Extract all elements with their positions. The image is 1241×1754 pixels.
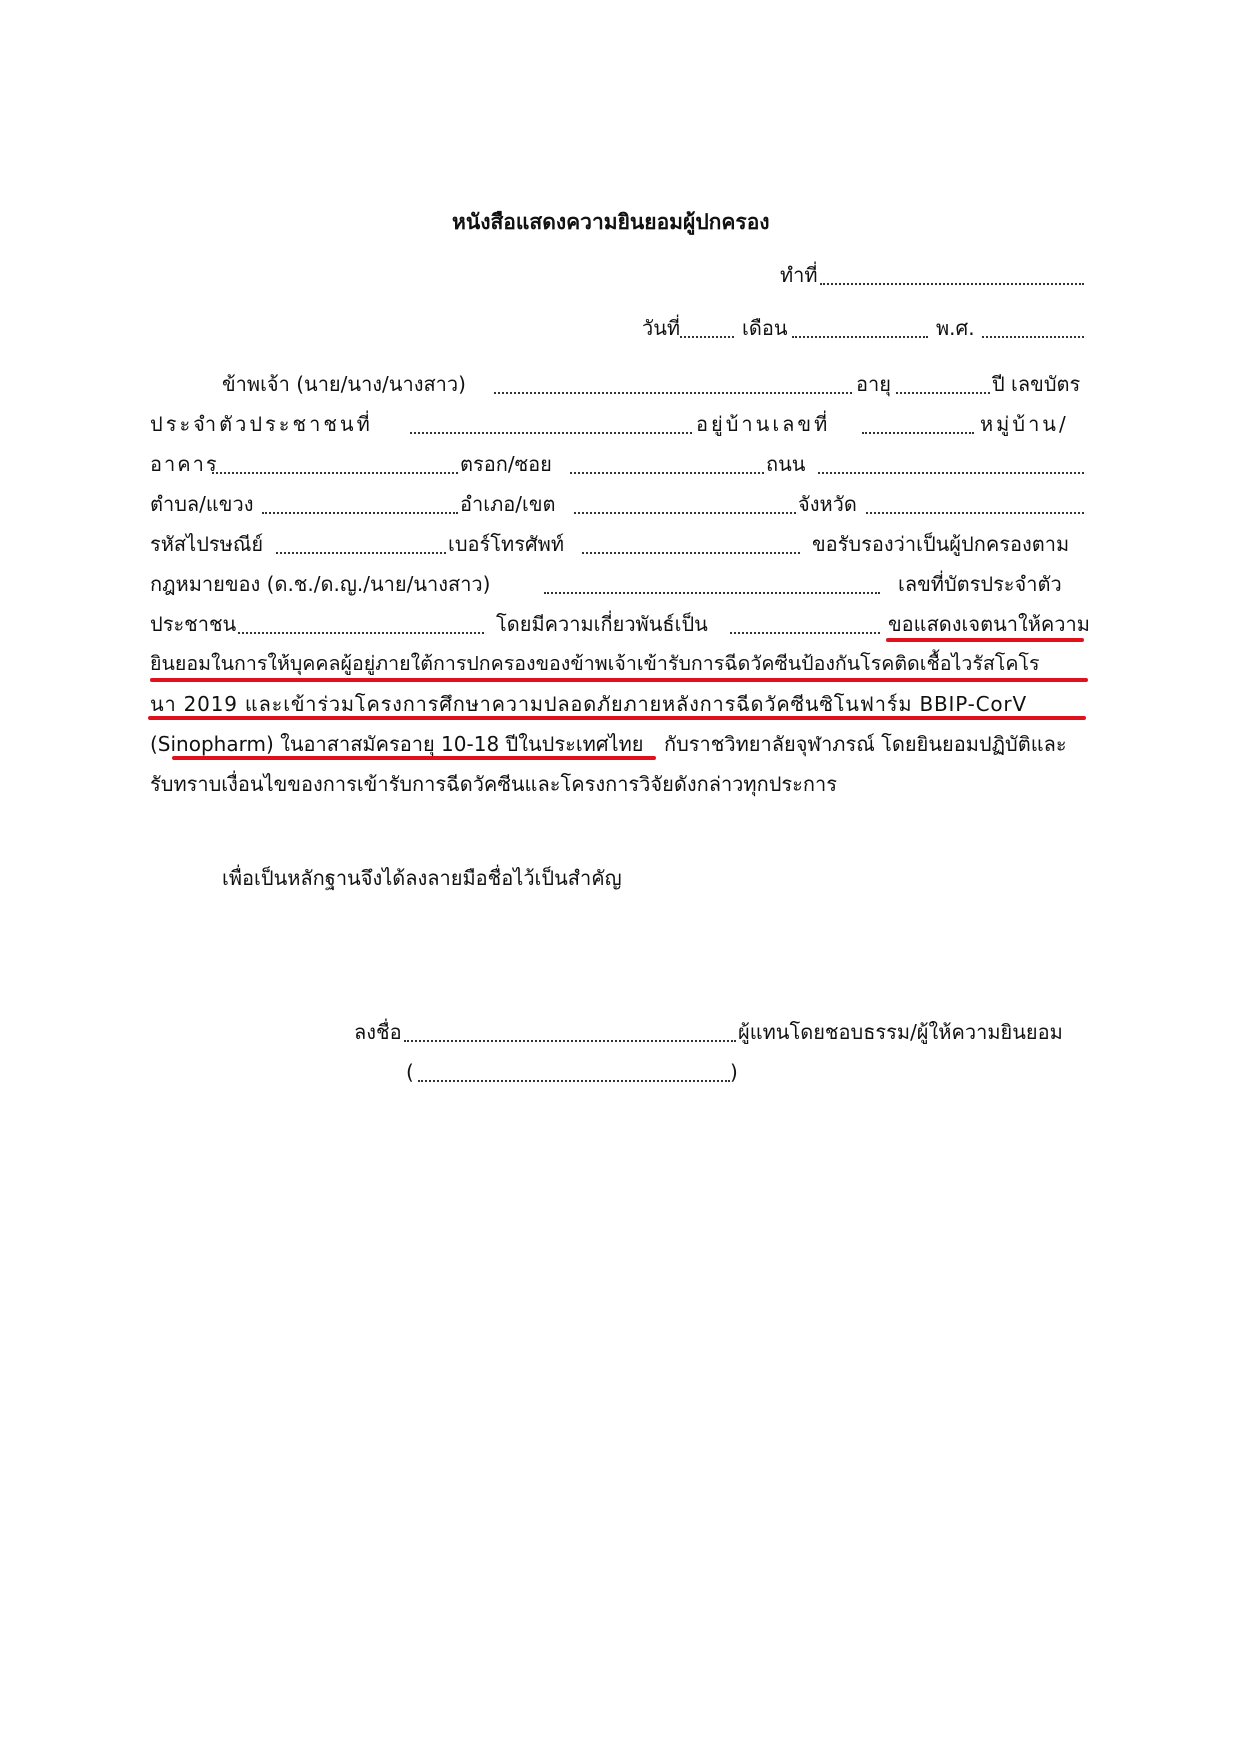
year-label: พ.ศ.: [936, 316, 975, 340]
alley-label: ตรอก/ซอย: [460, 452, 552, 476]
consent-text-line-4: รับทราบเงื่อนไขของการเข้ารับการฉีดวัคซีนและโครงการวิจัยดังกล่าวทุกประการ: [150, 772, 837, 796]
signature-field[interactable]: [404, 1040, 736, 1042]
citizen-id-field[interactable]: [410, 432, 692, 434]
building-field[interactable]: [212, 472, 458, 474]
day-label: วันที่: [642, 316, 681, 340]
ward-name-label: กฎหมายของ (ด.ช./ด.ญ./นาย/นางสาว): [150, 572, 491, 596]
day-field[interactable]: [680, 336, 734, 338]
month-label: เดือน: [742, 316, 788, 340]
highlight-underline: [886, 638, 1084, 642]
sign-label: ลงชื่อ: [354, 1020, 402, 1044]
printed-name-field[interactable]: [418, 1080, 730, 1082]
paren-close: ): [730, 1060, 738, 1084]
province-field[interactable]: [866, 512, 1084, 514]
ward-citizen-field[interactable]: [238, 632, 484, 634]
district-label: อำเภอ/เขต: [460, 492, 556, 516]
citizen-id-label: ประจำตัวประชาชนที่: [150, 412, 373, 436]
age-field[interactable]: [896, 392, 990, 394]
relationship-label: โดยมีความเกี่ยวพันธ์เป็น: [496, 612, 708, 636]
year-field[interactable]: [982, 336, 1084, 338]
signer-role: ผู้แทนโดยชอบธรรม/ผู้ให้ความยินยอม: [738, 1020, 1063, 1044]
ward-citizen-label: ประชาชน: [150, 612, 237, 636]
ward-id-label: เลขที่บัตรประจำตัว: [898, 572, 1062, 596]
subdistrict-label: ตำบล/แขวง: [150, 492, 254, 516]
building-label: อาคาร: [150, 452, 219, 476]
consent-text-line-3b: กับราชวิทยาลัยจุฬาภรณ์ โดยยินยอมปฏิบัติและ: [664, 732, 1067, 756]
age-label: อายุ: [856, 372, 891, 396]
alley-field[interactable]: [570, 472, 764, 474]
made-at-label: ทำที่: [780, 263, 818, 287]
ward-name-field[interactable]: [544, 592, 880, 594]
postcode-label: รหัสไปรษณีย์: [150, 532, 264, 556]
phone-field[interactable]: [582, 552, 800, 554]
subdistrict-field[interactable]: [262, 512, 458, 514]
fullname-field[interactable]: [494, 392, 852, 394]
fullname-label: ข้าพเจ้า (นาย/นาง/นางสาว): [222, 372, 466, 396]
relationship-field[interactable]: [730, 632, 880, 634]
highlight-underline: [150, 678, 1088, 682]
postcode-field[interactable]: [276, 552, 446, 554]
consent-text-line-2: นา 2019 และเข้าร่วมโครงการศึกษาความปลอดภัยภายหลังการฉีดวัคซีนซิโนฟาร์ม BBIP-CorV: [150, 692, 1027, 716]
document-title: หนังสือแสดงความยินยอมผู้ปกครอง: [452, 210, 770, 234]
made-at-field[interactable]: [820, 283, 1084, 285]
paren-open: (: [406, 1060, 414, 1084]
consent-intent-text: ขอแสดงเจตนาให้ความ: [888, 612, 1090, 636]
village-label: หมู่บ้าน/: [980, 412, 1069, 436]
closing-statement: เพื่อเป็นหลักฐานจึงได้ลงลายมือชื่อไว้เป็นสำคัญ: [222, 866, 622, 890]
district-field[interactable]: [574, 512, 796, 514]
month-field[interactable]: [792, 336, 928, 338]
road-label: ถนน: [766, 452, 806, 476]
province-label: จังหวัด: [798, 492, 857, 516]
highlight-underline: [172, 756, 656, 760]
phone-label: เบอร์โทรศัพท์: [448, 532, 565, 556]
house-no-field[interactable]: [862, 432, 974, 434]
id-card-label: ปี เลขบัตร: [992, 372, 1081, 396]
highlight-underline: [148, 716, 1086, 720]
guardian-certify-text: ขอรับรองว่าเป็นผู้ปกครองตาม: [812, 532, 1070, 556]
road-field[interactable]: [818, 472, 1084, 474]
consent-text-line-3a: (Sinopharm) ในอาสาสมัครอายุ 10-18 ปีในประเทศไทย: [150, 732, 644, 756]
consent-text-line-1: ยินยอมในการให้บุคคลผู้อยู่ภายใต้การปกครองของข้าพเจ้าเข้ารับการฉีดวัคซีนป้องกันโรคติดเชื้อไวรัสโคโร: [150, 652, 1040, 675]
house-no-label: อยู่บ้านเลขที่: [696, 412, 831, 436]
